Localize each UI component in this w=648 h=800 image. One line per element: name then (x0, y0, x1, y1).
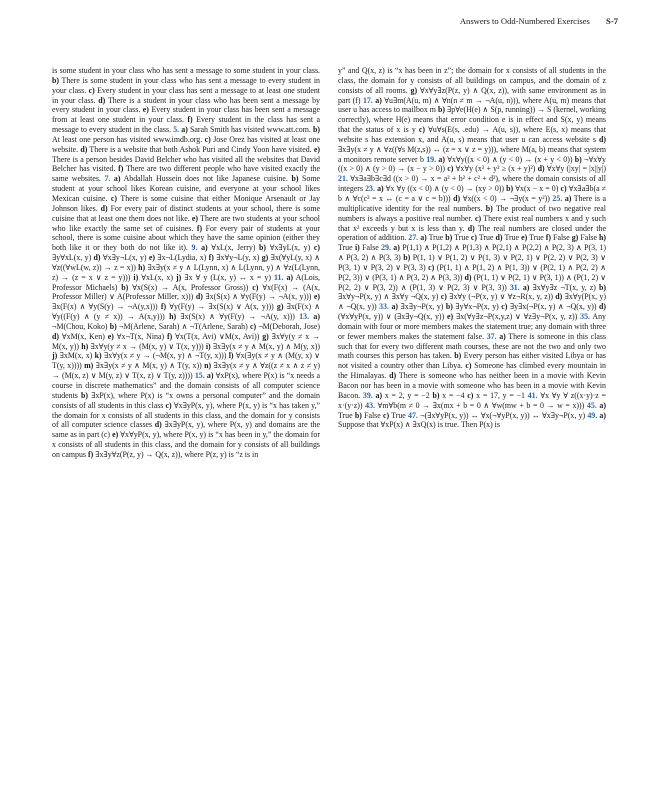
part-letter: a) (286, 272, 294, 282)
answer-text: For every pair of distinct students at your school, there is some cuisine that at least one them does not like. (52, 203, 320, 223)
part-letter: a) (393, 243, 400, 253)
part-letter: l) (228, 351, 234, 361)
answer-text: False (361, 410, 383, 420)
exercise-number: 11. (274, 272, 284, 282)
part-letter: a) (313, 312, 320, 322)
part-letter: a) (391, 302, 399, 312)
answer-text: False (578, 233, 600, 243)
part-letter: b) (598, 282, 606, 292)
page-number: S-7 (606, 16, 618, 26)
answer-text: ∀x(S(x) → A(x, Professor Gross)) (128, 282, 253, 292)
exercise-number: 31. (509, 282, 520, 292)
part-letter: a) (201, 243, 208, 253)
part-letter: c) (110, 193, 118, 203)
answer-text: Any domain with four or more members makes the statement true; any domain with three or fewer members makes the statement false. (338, 312, 606, 341)
answer-text: Abdallah Hussein does not like Japanese cuisine. (120, 174, 292, 184)
answer-text: ∃x∃y(x ≠ y ∧ ∀z((z ≠ x ∧ z ≠ y) → (M(x, z) ∨ M(y, z) ∨ T(x, z) ∨ T(y, z)))) (52, 361, 320, 381)
answer-text: ∃x(F(x) ∧ ∀y((F(y) ∧ (y ≠ x)) → A(x,y))) (52, 302, 321, 322)
answer-text: ∃xP(x), where P(x) is “x owns a personal computer” and the domain consists of all students in this class (52, 390, 320, 410)
part-letter: k) (94, 351, 102, 361)
exercise-number: 37. (486, 331, 497, 341)
answer-text: Jose Orez has visited at least one website. (52, 134, 320, 154)
part-letter: c) (467, 390, 474, 400)
right-column-text (338, 66, 606, 430)
part-letter: d) (467, 223, 475, 233)
part-letter: d) (389, 371, 397, 381)
answer-text: ∃x∃y∀z(P(z, y) → Q(x, z)), where P(z, y) is “z is in (93, 449, 259, 459)
answer-text: ∃x∀y¬L(y, x) (213, 253, 262, 263)
answer-text: ∀m∀b(m ≠ 0 → ∃x(mx + b = 0 ∧ ∀w(mw + b = 0 → w = x))) (375, 400, 587, 410)
answer-text: ∃x∃yP(x, y), where P(x, y) and domains are the same as in part (c) (52, 420, 320, 440)
answer-text: ∃x ∀ y (L(x, y) ↔ x = y) (181, 272, 274, 282)
answer-text: ∀x∀y∃z(P(z, y) ∧ Q(x, z)), with same environment as in part (f) (338, 85, 607, 105)
part-letter: c) (470, 233, 477, 243)
answer-text: ∀x(T(x, Avi) ∨M(x, Avi)) (172, 331, 263, 341)
answer-text: There is someone who has neither been in a movie with Kevin Bacon nor has been in a movie with someone who has been in a movie with Kevin Bacon. (338, 371, 606, 400)
exercise-number: 33. (379, 302, 389, 312)
answer-text: y” and Q(x, z) is “x has been in z”; the domain for x consists of all students in the class, the domain for y consists of all buildings on campus, and the domain of z consists of all rooms. (338, 66, 606, 95)
part-letter: a) (375, 390, 383, 400)
answer-text: A(Lois, Professor Michaels) (52, 272, 320, 292)
part-letter: b) (81, 390, 89, 400)
answer-text: ∃x∃y(x ≠ y ∧ M(x, y) ∧ M(y, x)) (210, 341, 320, 351)
answer-text: ∃y∃x(¬P(x, y) ∧ ¬Q(x, y)) (507, 302, 599, 312)
answer-text: There is a website that both Ashok Puri and Cindy Yoon have visited. (87, 144, 314, 154)
part-letter: h) (599, 233, 607, 243)
part-letter: c) (313, 243, 320, 253)
answer-text: ∀y(F(y) → ∃x(S(x) ∨ A(x, y))) (166, 302, 277, 312)
answer-text: P(1, 1) ∨ P(1, 2) ∨ P(1, 3) ∨ P(2, 1) ∨ P(2, 2) ∨ P(2, 3) ∨ P(3, 1) ∨ P(3, 2) ∨ P(3, 3) (338, 253, 607, 272)
exercise-number: 9. (191, 243, 198, 253)
answer-text: There are two students at your school who like exactly the same set of cuisines. (52, 213, 320, 233)
part-letter: a) (113, 174, 121, 184)
part-letter: a) (438, 154, 445, 164)
part-letter: b) (259, 243, 267, 253)
part-letter: c) (204, 134, 211, 144)
answer-text: Every student in your class has been sent a message from at least one student in your class. (52, 105, 320, 125)
part-letter: b) (432, 390, 440, 400)
answer-text: ∃x(S(x) ∧ ∀y(F(y) → ¬A(y, x))) (176, 312, 300, 322)
part-letter: c) (382, 410, 390, 420)
part-letter: c) (249, 321, 257, 331)
exercise-number: 45. (586, 400, 597, 410)
part-letter: e) (191, 213, 199, 223)
exercise-number: 15. (194, 371, 205, 381)
answer-text: ∀x(F(x) → (A(x, Professor Miller) ∨ A(Professor Miller, x))) (52, 282, 320, 302)
answer-text: ∃x∃y¬P(x, y) (398, 302, 446, 312)
part-letter: c) (465, 361, 472, 371)
answer-text: x = 17, y = −1 (473, 390, 528, 400)
part-letter: b) (445, 302, 453, 312)
left-column (52, 66, 320, 460)
answer-text: True (389, 410, 409, 420)
answer-text: x = 2, y = −2 (382, 390, 433, 400)
answer-text: ∀x∃yP(x, y), where P(x, y) is “x has taken y,” the domain for x consists of all students in this class, and the domain for y consists of all computer science classes (52, 400, 320, 430)
answer-text: ∀xL(x, Jerry) (207, 243, 260, 253)
answer-text: ∀x∀y (|xy| = |x||y|) (544, 164, 606, 174)
answer-text: ∀x ∀y ∀ z((x·y)·z = x·(y·z)) (338, 390, 606, 410)
answer-text: ∀xM(x, Ken) (59, 331, 108, 341)
part-letter: m) (84, 361, 94, 371)
answer-text: ∃x∀y(y ≠ x → M(x, y)) (52, 331, 320, 351)
answer-text: True (338, 243, 355, 253)
answer-text: There is some cuisine that either Monique Arsenault or Jay Johnson likes. (52, 193, 321, 213)
answer-text: ∃x∃y(x ≠ y ∧ L(Lynn, x) ∧ L(Lynn, y) ∧ ∀z(L(Lynn, z) → (z = x ∨ z = y))) (52, 262, 320, 282)
part-letter: a) (522, 282, 530, 292)
answer-text: True (502, 233, 522, 243)
part-letter: g) (261, 253, 269, 263)
part-letter: a) (564, 193, 572, 203)
part-letter: c) (474, 213, 482, 223)
part-letter: f) (545, 233, 552, 243)
answer-text: (P(1, 1) ∧ P(1, 2) ∧ P(1, 3)) ∨ (P(2, 1) ∧ P(2, 2) ∧ P(2, 3)) ∨ (P(3, 1) ∧ P(3, 2) ∧ P(3, 3)) (338, 262, 607, 282)
answer-text: ∃y∀xL(x, y) (52, 253, 94, 263)
part-letter: b) (445, 233, 453, 243)
answer-text: ∀xP(x), where P(x) is “x needs a course in discrete mathematics” and the domain consists of all computer science students (52, 371, 320, 400)
answer-text: is some student in your class who has sent a message to some student in your class. (52, 66, 320, 75)
answer-text: True (452, 233, 471, 243)
exercise-number: 35. (580, 312, 591, 322)
answer-text: ∃x(∀yL(y, x) ∧ ∀z((∀wL(w, z)) → z = x)) (52, 253, 321, 272)
part-letter: c) (428, 262, 435, 272)
answer-text: ¬(∃x∀yP(x, y)) ↔ ∀x(¬∀yP(x, y)) ↔ ∀x∃y¬P(x, y) (417, 410, 588, 420)
part-letter: i) (133, 272, 139, 282)
answer-text: True (338, 410, 355, 420)
part-letter: e) (142, 105, 149, 115)
part-letter: d) (52, 331, 60, 341)
exercise-number: 17. (362, 95, 373, 105)
answer-text: There is a person besides David Belcher who has visited all the websites that David Belcher has visited. (52, 154, 320, 174)
answer-text: ¬M(Arlene, Sarah) ∧ ¬T(Arlene, Sarah) (116, 321, 250, 331)
answer-text: ∀x∀y (x² + y² ≥ (x + y)²) (453, 164, 538, 174)
part-letter: f) (160, 302, 167, 312)
part-letter: a) (377, 184, 384, 194)
part-letter: j) (176, 272, 182, 282)
part-letter: c) (447, 164, 454, 174)
part-letter: e) (521, 233, 528, 243)
answer-text: ¬M(Chou, Koko) (52, 321, 110, 331)
answer-text: Some student at your school likes Korean cuisine, and everyone at your school likes Mexican cuisine. (52, 174, 320, 203)
part-letter: a) (599, 400, 606, 410)
part-letter: e) (313, 144, 320, 154)
answer-text: ∃x∀y¬P(x, y) ∧ ∃x∀y ¬Q(x, y) (338, 292, 441, 302)
running-title: Answers to Odd-Numbered Exercises (459, 16, 590, 26)
part-letter: d) (98, 95, 106, 105)
part-letter: c) (418, 125, 426, 135)
part-letter: a) (499, 331, 506, 341)
answer-text: Every student in your class has sent a message to at least one student in your class. (52, 85, 320, 105)
answer-text: True (426, 233, 446, 243)
part-letter: b) (403, 253, 411, 263)
answer-text: ∃x∀y(P(x, y) ∧ ¬Q(x, y)) (338, 292, 607, 312)
part-letter: b) (291, 174, 299, 184)
answer-text: ∀x∃a∃b(a ≠ b ∧ ∀c(c² = x ↔ (c = a ∨ c = b))) (338, 184, 607, 203)
part-letter: a) (206, 371, 214, 381)
part-letter: a) (420, 233, 427, 243)
answer-text: At least one person has visited www.imdb.org. (52, 134, 205, 144)
answer-text: Suppose that ∀xP(x) ∧ ∃xQ(x) is true. Then P(x) is (338, 420, 500, 430)
answer-text: ∀x∀yP(x, y), where P(x, y) is “x has been in y,” the domain for x consists of all students in this class, and the domain for y consists of all buildings on campus (52, 430, 320, 459)
exercise-number: 39. (362, 390, 373, 400)
part-letter: b) (574, 154, 582, 164)
part-letter: a) (375, 95, 382, 105)
part-letter: g) (571, 233, 579, 243)
answer-text: x = −4 (439, 390, 468, 400)
answer-text: ∃x∃y(x ≠ y ∧ M(x, y) ∧ T(y, x)) (93, 361, 205, 371)
part-letter: c) (501, 302, 508, 312)
part-letter: a) (181, 125, 188, 135)
part-letter: b) (454, 351, 462, 361)
part-letter: f) (187, 115, 193, 125)
part-letter: e) (313, 292, 320, 302)
answer-text: ∀x(∃y(x ≠ y ∧ (M(y, x) ∨ T(y, x)))) (52, 351, 320, 371)
answer-text: ∀x∃y¬L(x, y) (100, 253, 149, 263)
part-letter: b) (121, 282, 129, 292)
answer-text: (∀x∀yP(x, y)) ∨ (∃x∃y¬Q(x, y)) (338, 312, 448, 322)
answer-text: ∃x¬L(Lydia, x) (155, 253, 209, 263)
answer-text: False (359, 243, 382, 253)
answer-text: ∃x∀y∃z ¬T(x, y, z) (529, 282, 599, 292)
part-letter: e) (107, 331, 114, 341)
part-letter: c) (165, 400, 172, 410)
part-letter: f) (196, 223, 203, 233)
answer-text: ∃x(F(x) ∧ ∀y(S(y) → ¬A(y,x))) (52, 302, 161, 312)
answer-text: ∀x∀y((x < 0) ∧ (y < 0) → (x + y < 0)) (444, 154, 575, 164)
answer-text: ∃x(∀y∃z¬P(x,y,z) ∨ ∀z∃y¬P(x, y, z)) (453, 312, 581, 322)
answer-text: The product of two negative real numbers is always a positive real number. (338, 203, 606, 223)
part-letter: n) (204, 361, 212, 371)
part-letter: g) (276, 302, 284, 312)
part-letter: c) (560, 184, 567, 194)
answer-text: ∀x ∀y ((x < 0) ∧ (y < 0) → (xy > 0)) (383, 184, 507, 194)
answer-text: ∃x(S(x) ∧ ∀y(F(y) → ¬A(x, y))) (202, 292, 314, 302)
answer-text: ∀u∀s(E(s, .edu) → A(u, s)), where E(s, x) means that website s has extension x, and A(u, s) means that user u can access website s (338, 125, 606, 144)
exercise-number: 21. (338, 174, 348, 184)
answer-text: There is a multiplicative identity for the real numbers. (338, 193, 606, 213)
answer-text: ∃xM(x, x) (57, 351, 95, 361)
part-letter: d) (100, 203, 108, 213)
part-letter: j) (52, 351, 58, 361)
answer-text: ∀u∃m(A(u, m) ∧ ∀n(n ≠ m → ¬A(u, n))), where A(u, m) means that user u has access to mailbox m (338, 95, 606, 115)
part-letter: h) (169, 312, 177, 322)
part-letter: b) (506, 184, 514, 194)
part-letter: f) (118, 164, 124, 174)
part-letter: i) (354, 243, 360, 253)
part-letter: f) (167, 331, 173, 341)
answer-text: There is a student in your class who has been sent a message by every student in your class. (52, 95, 320, 115)
exercise-number: 23. (365, 184, 375, 194)
part-letter: d) (555, 292, 563, 302)
answer-text: There is some student in your class who has sent a message to every student in your class. (52, 75, 320, 95)
answer-text: The real numbers are closed under the operation of addition. (338, 223, 606, 243)
page-header (52, 16, 618, 30)
part-letter: e) (447, 312, 454, 322)
answer-text: There exist real numbers x and y such that x² exceeds y but x is less than y. (338, 213, 606, 233)
exercise-number: 27. (408, 233, 419, 243)
answer-text: Every student in the class has sent a message to every student in the class. (52, 115, 320, 135)
part-letter: b) (354, 410, 362, 420)
part-letter: b) (109, 321, 117, 331)
part-letter: d) (80, 144, 88, 154)
answer-text: There are two different people who have visited exactly the same websites. (52, 164, 321, 184)
part-letter: d) (154, 420, 162, 430)
part-letter: e) (112, 430, 119, 440)
answer-text: For every pair of students at your school, there is some cuisine about which they have the same opinion (either they both like it or they both do not like it). (52, 223, 320, 253)
answer-text: True (527, 233, 546, 243)
exercise-number: 25. (552, 193, 563, 203)
answer-text: ∀xL(x, x) (138, 272, 177, 282)
part-letter: d) (93, 253, 101, 263)
answer-text: ∀x¬T(x, Nina) (113, 331, 167, 341)
part-letter: e) (148, 253, 155, 263)
answer-text: ∃y∀x¬P(x, y) (452, 302, 502, 312)
answer-text: ∀x(x − x = 0) (513, 184, 561, 194)
part-letter: g) (262, 331, 269, 341)
answer-text: ¬M(Deborah, Jose) (256, 321, 320, 331)
part-letter: a) (599, 410, 606, 420)
answer-text: ∀x((x < 0) → ¬∃y(x = y²)) (460, 193, 553, 203)
exercise-number: 41. (527, 390, 538, 400)
part-letter: b) (312, 125, 320, 135)
answer-text: ∀x∃yL(x, y) (266, 243, 314, 253)
part-letter: d) (598, 302, 606, 312)
part-letter: b) (485, 203, 493, 213)
exercise-number: 19. (426, 154, 437, 164)
answer-text: ∃x∀y(y ≠ x → (M(x, y) ∨ T(x, y))) (88, 341, 206, 351)
part-letter: i) (205, 341, 211, 351)
part-letter: c) (88, 85, 95, 95)
part-letter: g) (410, 85, 418, 95)
part-letter: h) (81, 341, 89, 351)
exercise-number: 5. (173, 125, 180, 135)
part-letter: d) (598, 134, 606, 144)
exercise-number: 7. (104, 174, 111, 184)
exercise-number: 29. (381, 243, 391, 253)
answer-text: ∃x∃y(x ≠ y ∧ ∀z((∀s M(z,s)) ↔ (z = x ∨ z = y))), where M(a, b) means that system a monitors remote server b (338, 144, 606, 164)
exercise-number: 47. (408, 410, 418, 420)
answer-text: P(1,1) ∧ P(1,2) ∧ P(1,3) ∧ P(2,1) ∧ P(2,2) ∧ P(2, 3) ∧ P(3, 1) ∧ P(3, 2) ∧ P(3, 3) (338, 243, 606, 263)
part-letter: f) (87, 449, 94, 459)
part-letter: d) (537, 164, 545, 174)
answer-text: Sarah Smith has visited www.att.com. (187, 125, 313, 135)
part-letter: d) (453, 193, 461, 203)
answer-text: ∀x∃a∃b∃c∃d ((x > 0) → x = a² + b² + c² + d²), where the domain consists of all integers (338, 174, 606, 194)
part-letter: c) (252, 282, 259, 292)
part-letter: b) (437, 105, 445, 115)
answer-text: ∃x∀y (¬P(x, y) ∨ ∀z¬R(x, y, z)) (446, 292, 556, 302)
answer-text: Every person has either visited Libya or has not visited a country other than Libya. (338, 351, 606, 371)
part-letter: d) (495, 233, 503, 243)
answer-text: Someone has climbed every mountain in the Himalayas. (338, 361, 606, 381)
part-letter: f) (208, 253, 214, 263)
right-column (338, 66, 606, 430)
answer-text: True (477, 233, 496, 243)
part-letter: b) (52, 75, 60, 85)
exercise-number: 49. (587, 410, 598, 420)
answer-text: ∃p∀e(H(e) ∧ S(p, running)) → S (kernel, working correctly), where H(e) means that error condition e is in effect and S(x, y) means that the status of x is y (338, 105, 606, 135)
exercise-number: 13. (299, 312, 310, 322)
answer-text: There is someone in this class such that for every two different math courses, these are not the two and only two math courses this person has taken. (338, 331, 606, 361)
answer-text: ∃x∀y(x ≠ y → (¬M(x, y) ∧ ¬T(y, x))) (101, 351, 229, 361)
answer-text: (P(1, 1) ∨ P(2, 1) ∨ P(3, 1)) ∧ (P(1, 2) ∨ P(2, 2) ∨ P(3, 2)) ∧ (P(1, 3) ∨ P(2, 3) ∨ P(3, 3)) (338, 272, 607, 292)
part-letter: d) (464, 272, 472, 282)
exercise-number: 43. (365, 400, 376, 410)
answer-text: False (551, 233, 572, 243)
answer-text: ¬∀x∀y ((x > 0) ∧ (y > 0) → (x − y > 0)) (338, 154, 606, 174)
left-column-text (52, 66, 320, 460)
part-letter: c) (440, 292, 447, 302)
part-letter: d) (195, 292, 203, 302)
part-letter: h) (138, 262, 146, 272)
